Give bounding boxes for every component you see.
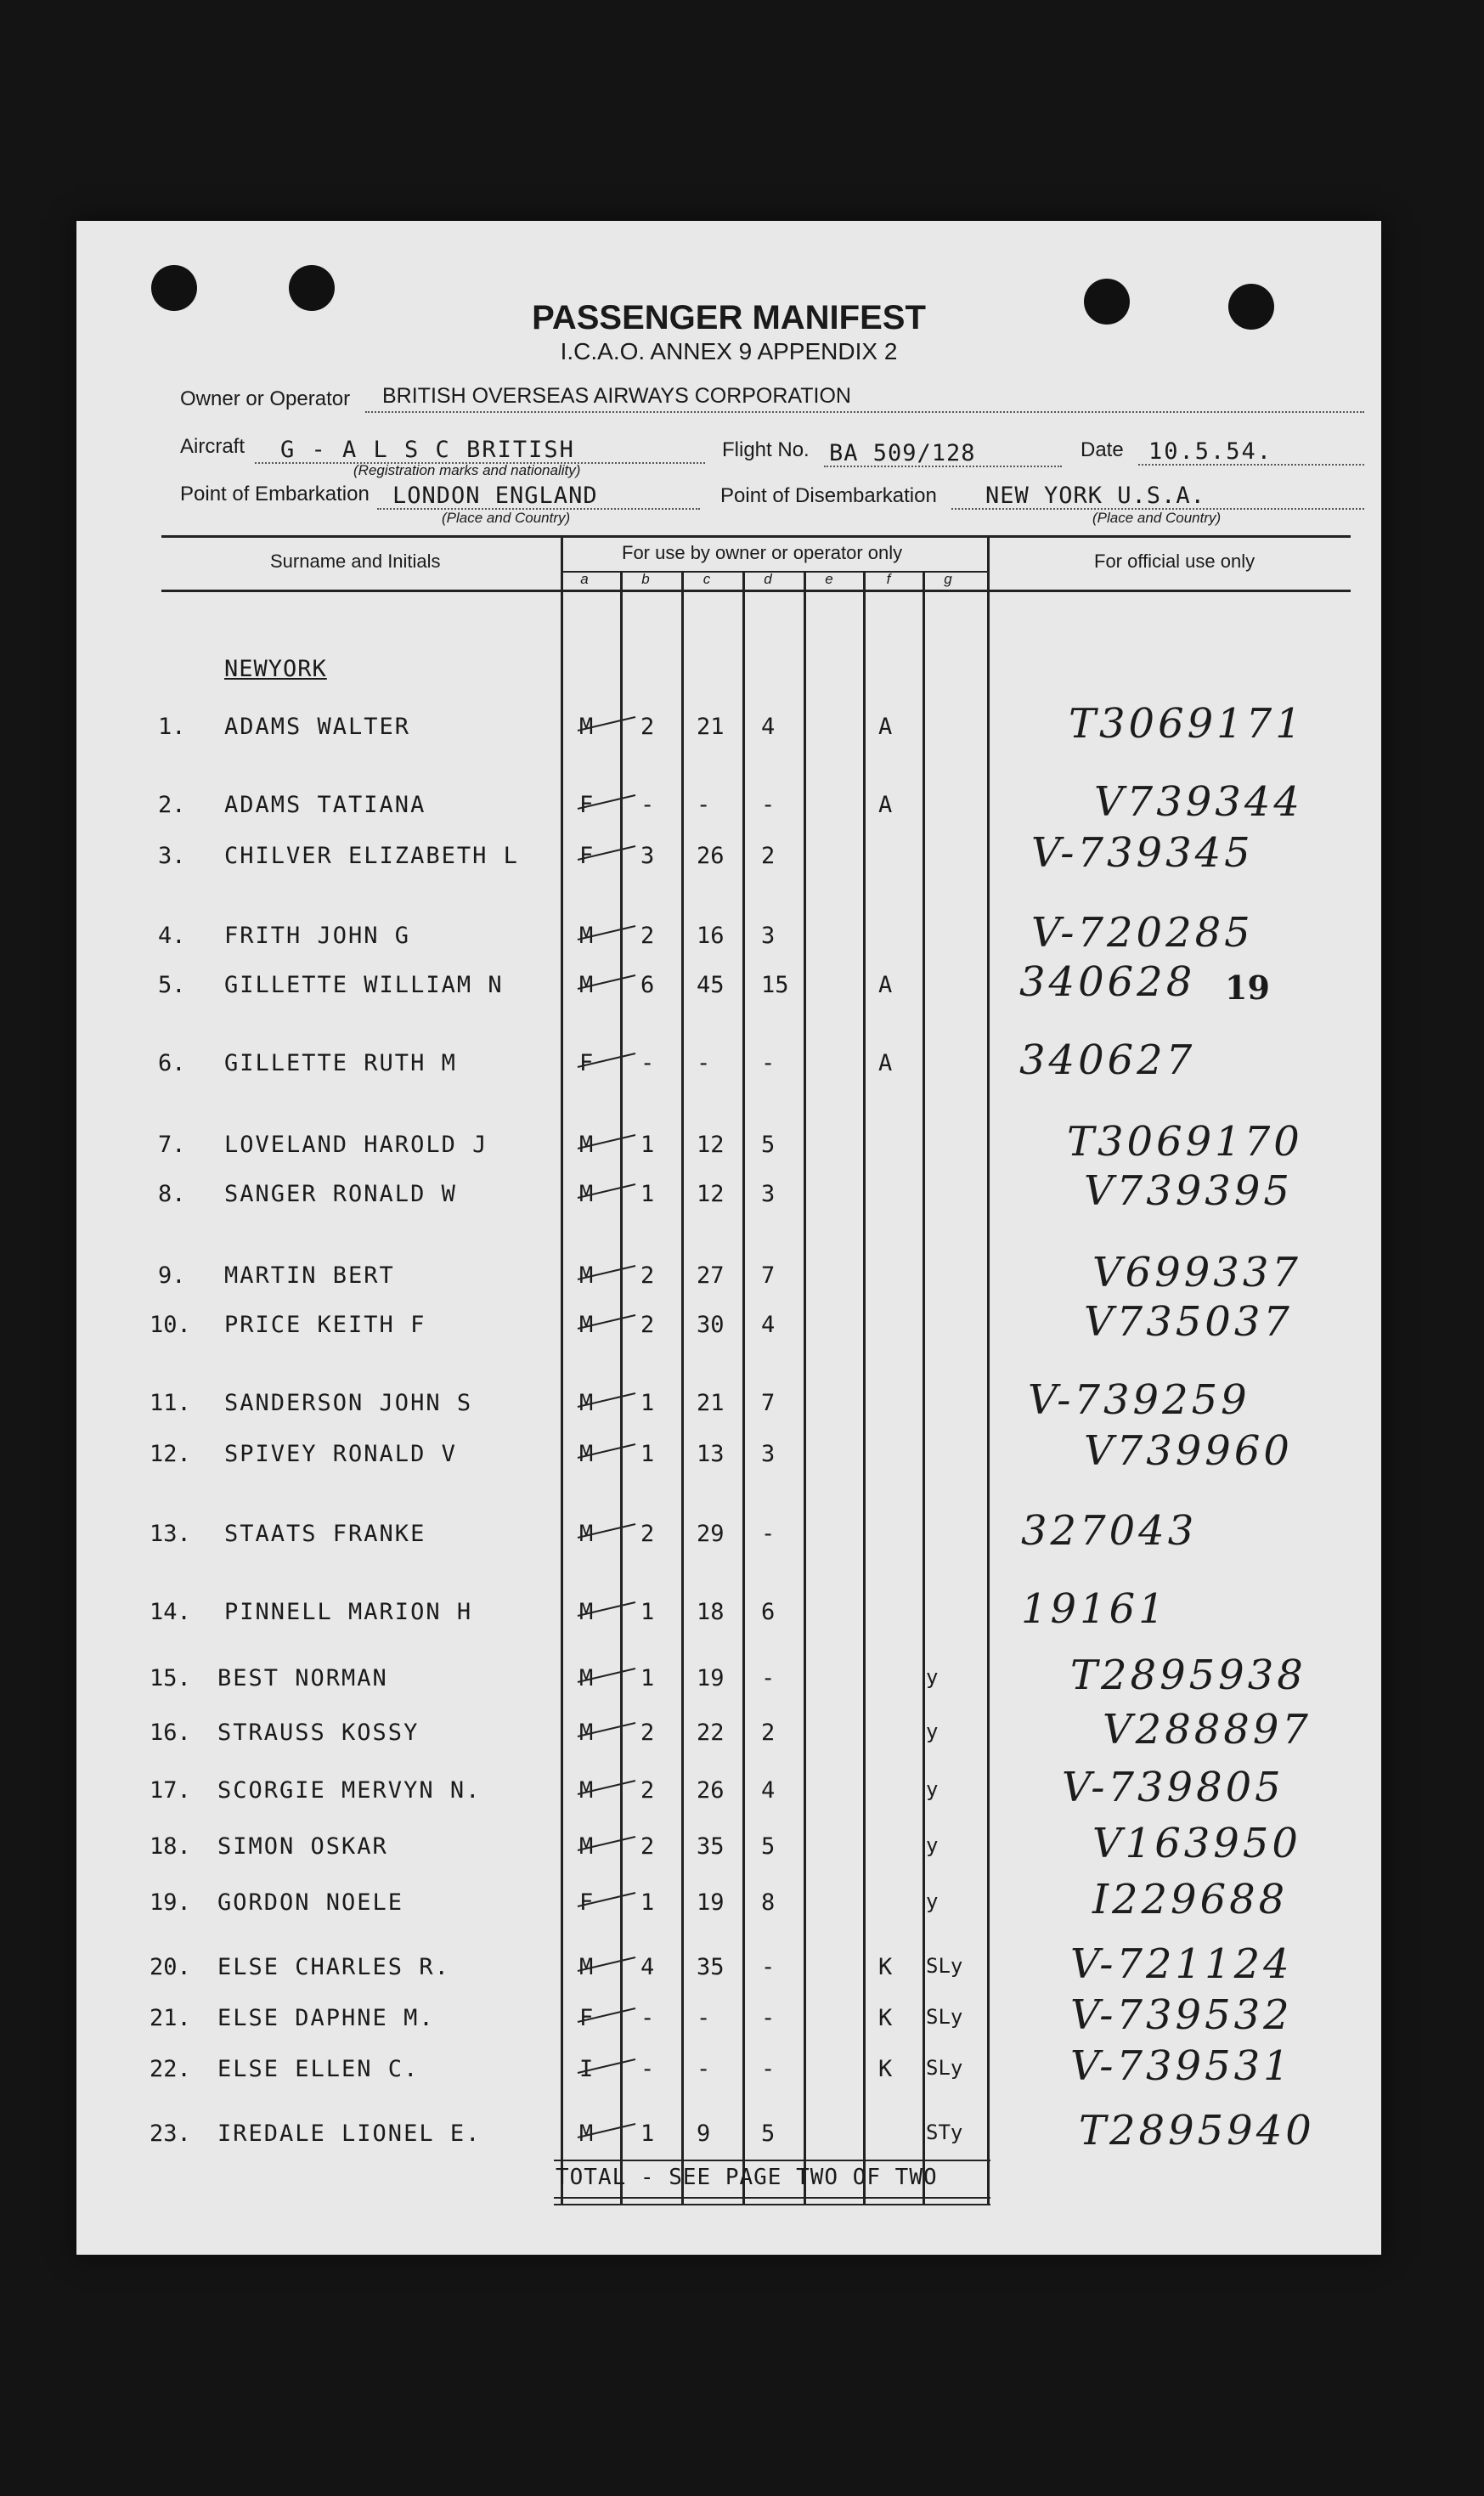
code-f-cell: K xyxy=(878,2005,893,2031)
count-d-cell: - xyxy=(761,2056,776,2082)
check-mark-icon xyxy=(518,1512,637,1555)
passenger-name: SANGER RONALD W xyxy=(224,1181,457,1207)
column-header-official: For official use only xyxy=(1094,551,1255,572)
count-b-cell: 1 xyxy=(640,1441,655,1467)
disembarkation-label: Point of Disembarkation xyxy=(720,484,937,507)
count-c-cell: 35 xyxy=(697,1954,725,1980)
row-number: 21. xyxy=(150,2005,191,2031)
disembarkation-value: NEW YORK U.S.A. xyxy=(985,483,1205,509)
count-d-cell: 3 xyxy=(761,923,776,949)
manifest-subtitle: I.C.A.O. ANNEX 9 APPENDIX 2 xyxy=(560,338,898,364)
subcolumn-d: d xyxy=(764,571,772,587)
check-mark-icon xyxy=(518,1123,637,1166)
count-b-cell: 4 xyxy=(640,1954,655,1980)
count-c-cell: - xyxy=(697,2005,711,2031)
count-d-cell: 7 xyxy=(761,1262,776,1289)
official-passport-number: V288897 xyxy=(1103,1706,1312,1753)
row-number: 1. xyxy=(158,714,186,740)
date-dotted-line xyxy=(1138,464,1364,466)
count-c-cell: 9 xyxy=(697,2120,711,2147)
page-number: 19 xyxy=(1225,968,1270,1007)
count-c-cell: 19 xyxy=(697,1665,725,1691)
sex-cell: M xyxy=(579,1599,594,1625)
sex-cell: M xyxy=(579,1777,594,1804)
owner-label: Owner or Operator xyxy=(180,387,351,410)
count-c-cell: 29 xyxy=(697,1521,725,1547)
check-mark-icon xyxy=(518,783,637,826)
embarkation-value: LONDON ENGLAND xyxy=(392,483,598,509)
sex-cell: M xyxy=(579,1665,594,1691)
flight-dotted-line xyxy=(824,466,1062,467)
table-row xyxy=(76,2042,1381,2090)
check-mark-icon xyxy=(518,1590,637,1633)
table-row xyxy=(76,1118,1381,1166)
passenger-name: SANDERSON JOHN S xyxy=(224,1390,473,1416)
row-number: 6. xyxy=(158,1050,186,1076)
count-c-cell: 22 xyxy=(697,1720,725,1746)
table-row xyxy=(76,1507,1381,1555)
column-header-name: Surname and Initials xyxy=(270,551,441,572)
count-d-cell: 2 xyxy=(761,1720,776,1746)
count-b-cell: 1 xyxy=(640,1889,655,1916)
count-b-cell: - xyxy=(640,2056,655,2082)
column-header-owner: For use by owner or operator only xyxy=(622,542,903,563)
table-row xyxy=(76,958,1381,1006)
aircraft-note: (Registration marks and nationality) xyxy=(353,462,581,478)
sex-cell: F xyxy=(579,2005,594,2031)
count-c-cell: - xyxy=(697,1050,711,1076)
passenger-name: BEST NORMAN xyxy=(217,1665,388,1691)
count-c-cell: - xyxy=(697,792,711,818)
total-top-rule xyxy=(554,2160,990,2161)
table-row xyxy=(76,1820,1381,1867)
official-passport-number: V739395 xyxy=(1084,1167,1293,1215)
count-d-cell: - xyxy=(761,2005,776,2031)
check-mark-icon xyxy=(518,914,637,957)
flight-label: Flight No. xyxy=(722,438,810,461)
count-b-cell: 1 xyxy=(640,1665,655,1691)
passenger-name: SIMON OSKAR xyxy=(217,1833,388,1860)
check-mark-icon xyxy=(518,1254,637,1296)
official-passport-number: V699337 xyxy=(1092,1249,1301,1296)
check-mark-icon xyxy=(518,1711,637,1753)
table-row xyxy=(76,1298,1381,1346)
code-f-cell: A xyxy=(878,1050,893,1076)
count-d-cell: 3 xyxy=(761,1181,776,1207)
row-number: 2. xyxy=(158,792,186,818)
code-f-cell: A xyxy=(878,972,893,998)
sex-cell: M xyxy=(579,714,594,740)
check-mark-icon xyxy=(518,1381,637,1424)
count-d-cell: 2 xyxy=(761,843,776,869)
subcolumn-e: e xyxy=(825,571,833,587)
count-c-cell: 30 xyxy=(697,1312,725,1338)
table-row xyxy=(76,1940,1381,1988)
count-d-cell: 6 xyxy=(761,1599,776,1625)
total-text: TOTAL - SEE PAGE TWO OF TWO xyxy=(556,2165,938,2190)
official-passport-number: 327043 xyxy=(1021,1507,1198,1555)
table-row xyxy=(76,1427,1381,1475)
row-number: 16. xyxy=(150,1720,191,1746)
passenger-name: GILLETTE RUTH M xyxy=(224,1050,457,1076)
sex-cell: M xyxy=(579,1132,594,1158)
sex-cell: M xyxy=(579,923,594,949)
passenger-name: LOVELAND HAROLD J xyxy=(224,1132,488,1158)
official-passport-number: I229688 xyxy=(1092,1876,1289,1923)
count-b-cell: - xyxy=(640,792,655,818)
table-row xyxy=(76,1585,1381,1633)
date-value: 10.5.54. xyxy=(1148,438,1273,465)
code-g-cell: y xyxy=(926,1777,939,1801)
subcolumn-c: c xyxy=(703,571,711,587)
count-d-cell: 15 xyxy=(761,972,789,998)
code-g-cell: SLy xyxy=(926,2056,963,2080)
sex-cell: F xyxy=(579,792,594,818)
row-number: 13. xyxy=(150,1521,191,1547)
row-number: 11. xyxy=(150,1390,191,1416)
embarkation-note: (Place and Country) xyxy=(442,510,571,526)
count-d-cell: 7 xyxy=(761,1390,776,1416)
sex-cell: M xyxy=(579,1833,594,1860)
passenger-name: SCORGIE MERVYN N. xyxy=(217,1777,482,1804)
code-g-cell: SLy xyxy=(926,2005,963,2029)
check-mark-icon xyxy=(518,1042,637,1084)
code-g-cell: y xyxy=(926,1833,939,1857)
code-g-cell: y xyxy=(926,1889,939,1913)
passenger-name: ELSE CHARLES R. xyxy=(217,1954,450,1980)
count-c-cell: - xyxy=(697,2056,711,2082)
count-c-cell: 12 xyxy=(697,1132,725,1158)
count-c-cell: 45 xyxy=(697,972,725,998)
passenger-name: MARTIN BERT xyxy=(224,1262,395,1289)
table-row xyxy=(76,1706,1381,1753)
row-number: 4. xyxy=(158,923,186,949)
code-f-cell: K xyxy=(878,2056,893,2082)
sex-cell: M xyxy=(579,1720,594,1746)
subcolumn-a: a xyxy=(580,571,589,587)
code-g-cell: y xyxy=(926,1720,939,1743)
subcolumn-b: b xyxy=(641,571,650,587)
count-b-cell: 2 xyxy=(640,1262,655,1289)
table-row xyxy=(76,778,1381,826)
flight-value: BA 509/128 xyxy=(829,440,976,466)
count-c-cell: 13 xyxy=(697,1441,725,1467)
aircraft-label: Aircraft xyxy=(180,435,245,458)
sex-cell: M xyxy=(579,972,594,998)
sex-cell: M xyxy=(579,1521,594,1547)
passenger-name: PINNELL MARION H xyxy=(224,1599,473,1625)
count-c-cell: 27 xyxy=(697,1262,725,1289)
passenger-name: GILLETTE WILLIAM N xyxy=(224,972,504,998)
count-d-cell: - xyxy=(761,792,776,818)
count-c-cell: 21 xyxy=(697,1390,725,1416)
official-passport-number: V-739345 xyxy=(1031,829,1254,877)
row-number: 12. xyxy=(150,1441,191,1467)
count-d-cell: 4 xyxy=(761,714,776,740)
passenger-name: ADAMS TATIANA xyxy=(224,792,426,818)
passenger-name: IREDALE LIONEL E. xyxy=(217,2120,482,2147)
date-label: Date xyxy=(1081,438,1124,461)
destination-heading: NEWYORK xyxy=(224,656,327,682)
sex-cell: M xyxy=(579,1390,594,1416)
count-b-cell: 2 xyxy=(640,923,655,949)
passenger-name: STRAUSS KOSSY xyxy=(217,1720,420,1746)
count-b-cell: 6 xyxy=(640,972,655,998)
owner-dotted-line xyxy=(365,411,1364,413)
table-row xyxy=(76,1376,1381,1424)
owner-value: BRITISH OVERSEAS AIRWAYS CORPORATION xyxy=(382,384,851,408)
count-b-cell: 3 xyxy=(640,843,655,869)
count-c-cell: 26 xyxy=(697,843,725,869)
count-d-cell: - xyxy=(761,1665,776,1691)
table-row xyxy=(76,1991,1381,2039)
row-number: 18. xyxy=(150,1833,191,1860)
row-number: 17. xyxy=(150,1777,191,1804)
row-number: 23. xyxy=(150,2120,191,2147)
count-b-cell: 2 xyxy=(640,1833,655,1860)
row-number: 15. xyxy=(150,1665,191,1691)
sex-cell: I xyxy=(579,2056,594,2082)
count-b-cell: 1 xyxy=(640,1390,655,1416)
count-d-cell: 8 xyxy=(761,1889,776,1916)
row-number: 14. xyxy=(150,1599,191,1625)
table-row xyxy=(76,700,1381,748)
official-passport-number: V-739531 xyxy=(1070,2042,1293,2090)
row-number: 9. xyxy=(158,1262,186,1289)
official-passport-number: 19161 xyxy=(1021,1585,1168,1633)
official-passport-number: T3069170 xyxy=(1067,1118,1303,1166)
passenger-name: CHILVER ELIZABETH L xyxy=(224,843,519,869)
count-d-cell: - xyxy=(761,1521,776,1547)
count-c-cell: 16 xyxy=(697,923,725,949)
count-b-cell: 2 xyxy=(640,1777,655,1804)
code-f-cell: A xyxy=(878,714,893,740)
sex-cell: F xyxy=(579,1050,594,1076)
official-passport-number: V-739259 xyxy=(1028,1376,1250,1424)
count-d-cell: 4 xyxy=(761,1312,776,1338)
check-mark-icon xyxy=(518,705,637,748)
total-bottom-rule-2 xyxy=(554,2204,990,2205)
check-mark-icon xyxy=(518,1945,637,1988)
table-row xyxy=(76,829,1381,877)
sex-cell: F xyxy=(579,1889,594,1916)
table-row xyxy=(76,2107,1381,2154)
check-mark-icon xyxy=(518,1769,637,1811)
count-c-cell: 12 xyxy=(697,1181,725,1207)
manifest-sheet xyxy=(76,221,1381,2255)
count-b-cell: - xyxy=(640,2005,655,2031)
sex-cell: M xyxy=(579,1312,594,1338)
official-passport-number: V-720285 xyxy=(1031,909,1254,957)
count-b-cell: 1 xyxy=(640,1599,655,1625)
table-row xyxy=(76,1167,1381,1215)
aircraft-value: G - A L S C BRITISH xyxy=(280,437,575,463)
count-d-cell: - xyxy=(761,1954,776,1980)
row-number: 22. xyxy=(150,2056,191,2082)
passenger-name: PRICE KEITH F xyxy=(224,1312,426,1338)
official-passport-number: V-721124 xyxy=(1070,1940,1293,1988)
count-b-cell: 1 xyxy=(640,1181,655,1207)
count-c-cell: 21 xyxy=(697,714,725,740)
sex-cell: M xyxy=(579,1181,594,1207)
official-passport-number: V-739532 xyxy=(1070,1991,1293,2039)
official-passport-number: T2895940 xyxy=(1079,2107,1315,2154)
check-mark-icon xyxy=(518,1825,637,1867)
count-b-cell: 2 xyxy=(640,1521,655,1547)
row-number: 3. xyxy=(158,843,186,869)
official-passport-number: V739344 xyxy=(1094,778,1303,826)
row-number: 19. xyxy=(150,1889,191,1916)
sex-cell: F xyxy=(579,843,594,869)
check-mark-icon xyxy=(518,1432,637,1475)
table-row xyxy=(76,909,1381,957)
code-g-cell: STy xyxy=(926,2120,963,2144)
row-number: 20. xyxy=(150,1954,191,1980)
official-passport-number: V-739805 xyxy=(1062,1764,1284,1811)
check-mark-icon xyxy=(518,1657,637,1699)
count-c-cell: 35 xyxy=(697,1833,725,1860)
passenger-name: FRITH JOHN G xyxy=(224,923,411,949)
official-passport-number: T3069171 xyxy=(1069,700,1305,748)
official-passport-number: V739960 xyxy=(1084,1427,1293,1475)
check-mark-icon xyxy=(518,2112,637,2154)
check-mark-icon xyxy=(518,1881,637,1923)
code-f-cell: K xyxy=(878,1954,893,1980)
table-row xyxy=(76,1764,1381,1811)
check-mark-icon xyxy=(518,1303,637,1346)
passenger-name: SPIVEY RONALD V xyxy=(224,1441,457,1467)
subcolumn-g: g xyxy=(944,571,952,587)
count-d-cell: 5 xyxy=(761,1833,776,1860)
sex-cell: M xyxy=(579,1262,594,1289)
table-row xyxy=(76,1249,1381,1296)
sex-cell: M xyxy=(579,1441,594,1467)
count-b-cell: 2 xyxy=(640,1312,655,1338)
table-row xyxy=(76,1036,1381,1084)
check-mark-icon xyxy=(518,834,637,877)
sex-cell: M xyxy=(579,1954,594,1980)
official-passport-number: V735037 xyxy=(1084,1298,1293,1346)
disembarkation-note: (Place and Country) xyxy=(1092,510,1222,526)
count-b-cell: 1 xyxy=(640,2120,655,2147)
count-b-cell: 1 xyxy=(640,1132,655,1158)
row-number: 8. xyxy=(158,1181,186,1207)
row-number: 5. xyxy=(158,972,186,998)
check-mark-icon xyxy=(518,2047,637,2090)
count-d-cell: 3 xyxy=(761,1441,776,1467)
check-mark-icon xyxy=(518,963,637,1006)
table-top-rule xyxy=(161,535,1351,538)
code-f-cell: A xyxy=(878,792,893,818)
table-header-rule xyxy=(161,590,1351,592)
count-d-cell: 5 xyxy=(761,2120,776,2147)
total-bottom-rule-1 xyxy=(554,2197,990,2199)
count-d-cell: 5 xyxy=(761,1132,776,1158)
count-c-cell: 26 xyxy=(697,1777,725,1804)
official-passport-number: 340628 xyxy=(1019,958,1196,1006)
count-c-cell: 19 xyxy=(697,1889,725,1916)
count-b-cell: 2 xyxy=(640,1720,655,1746)
code-g-cell: y xyxy=(926,1665,939,1689)
embarkation-label: Point of Embarkation xyxy=(180,483,370,505)
sex-cell: M xyxy=(579,2120,594,2147)
table-row xyxy=(76,1876,1381,1923)
official-passport-number: V163950 xyxy=(1092,1820,1301,1867)
row-number: 7. xyxy=(158,1132,186,1158)
official-passport-number: 340627 xyxy=(1019,1036,1196,1084)
manifest-title: PASSENGER MANIFEST xyxy=(532,299,926,336)
official-passport-number: T2895938 xyxy=(1070,1652,1306,1699)
row-number: 10. xyxy=(150,1312,191,1338)
passenger-name: STAATS FRANKE xyxy=(224,1521,426,1547)
passenger-name: GORDON NOELE xyxy=(217,1889,404,1916)
count-b-cell: - xyxy=(640,1050,655,1076)
check-mark-icon xyxy=(518,1172,637,1215)
count-d-cell: 4 xyxy=(761,1777,776,1804)
passenger-name: ADAMS WALTER xyxy=(224,714,411,740)
passenger-name: ELSE ELLEN C. xyxy=(217,2056,420,2082)
count-d-cell: - xyxy=(761,1050,776,1076)
subcolumn-f: f xyxy=(886,571,891,587)
count-c-cell: 18 xyxy=(697,1599,725,1625)
count-b-cell: 2 xyxy=(640,714,655,740)
passenger-name: ELSE DAPHNE M. xyxy=(217,2005,435,2031)
table-row xyxy=(76,1652,1381,1699)
check-mark-icon xyxy=(518,1996,637,2039)
code-g-cell: SLy xyxy=(926,1954,963,1978)
